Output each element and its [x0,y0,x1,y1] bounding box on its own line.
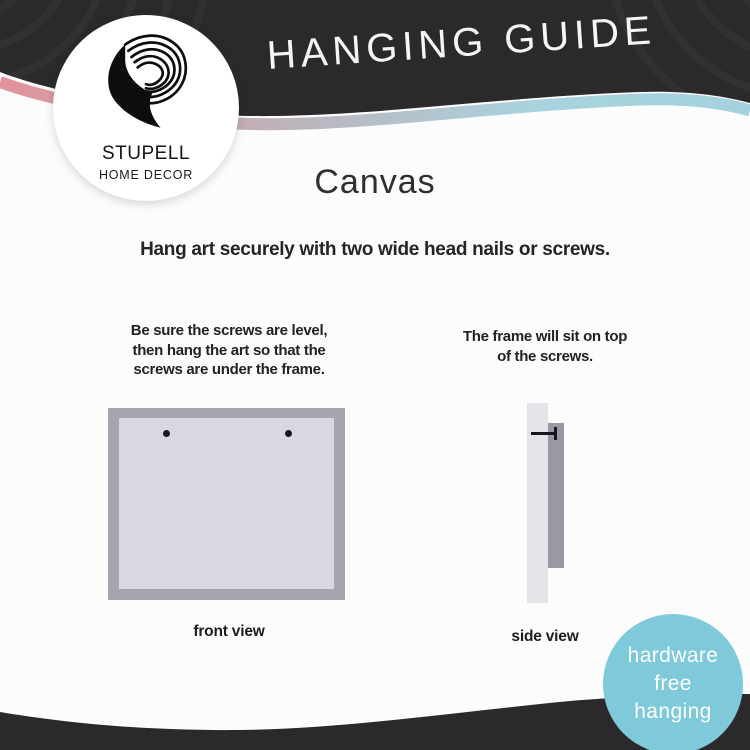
stupell-swoosh-icon [94,29,198,135]
front-note-line: screws are under the frame. [133,361,325,378]
frame-side-bar [548,423,564,568]
front-view-diagram [108,408,345,600]
hardware-free-badge [603,614,743,750]
screw-icon [531,432,556,435]
badge-line: free [654,672,692,695]
canvas-surface [119,418,334,589]
side-note-line: of the screws. [497,347,593,365]
side-view-note [430,327,660,366]
brand-tagline: HOME DECOR [98,168,194,182]
badge-line: hardware [627,644,719,667]
screw-head-icon [554,427,557,440]
side-note-line: The frame will sit on top [462,328,628,345]
front-note-line: Be sure the screws are level, [130,322,328,339]
instruction-text: Hang art securely with two wide head nails or screws. [140,239,610,260]
screw-head-icon [163,430,170,437]
page-title: HANGING GUIDE [265,8,658,78]
screw-head-icon [285,430,292,437]
side-view-caption: side view [511,628,579,645]
badge-line: hanging [634,700,712,723]
side-view-diagram [520,403,580,603]
front-note-line: then hang the art so that the [132,341,326,359]
product-type-title: Canvas [314,163,436,201]
brand-name: STUPELL [102,143,190,164]
front-view-caption: front view [193,623,265,640]
front-view-note [78,321,380,380]
